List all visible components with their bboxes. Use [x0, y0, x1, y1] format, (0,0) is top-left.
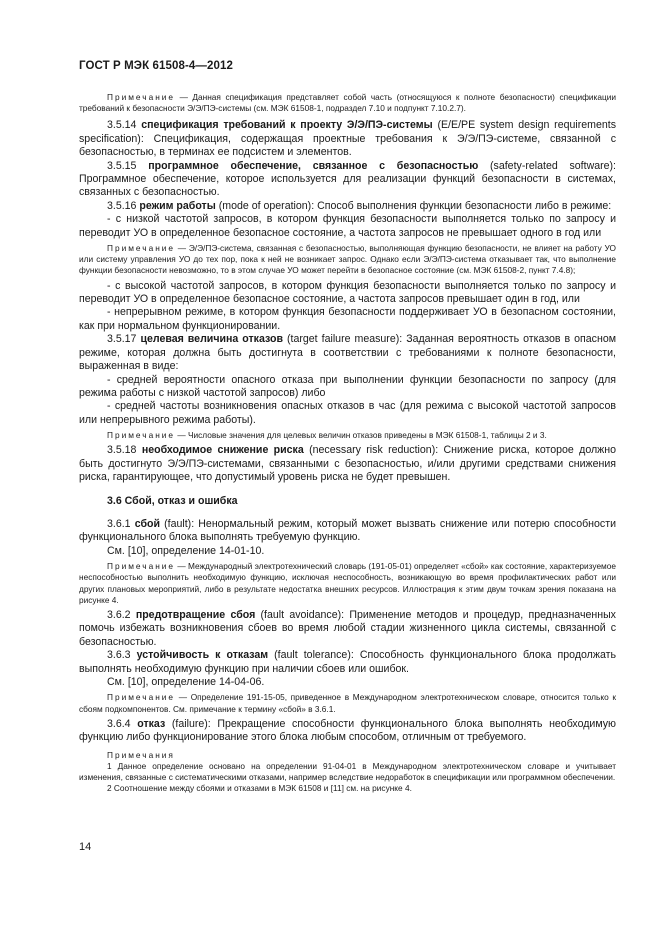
page-body: [79, 92, 616, 794]
term-title: устойчивость к отказам: [136, 649, 269, 662]
note-label: Примечание: [107, 243, 176, 254]
term-3-5-15: 3.5.15 программное обеспечение, связанное с безопасностью (safety-related software): Программное обеспечение, которое используется для реализации функций безопасности в системах, связанных с безопасностью.: [79, 159, 617, 199]
term-title: сбой: [134, 517, 160, 530]
term-3-5-14: 3.5.14 спецификация требований к проекту Э/Э/ПЭ-системы (E/E/PE system design requirements specification): Спецификация, содержащая проектные требования к Э/Э/ПЭ-системе, связанной с безопасностью, в терминах ее подсистем и элементов.: [79, 119, 617, 159]
list-item: - непрерывном режиме, в котором функция безопасности поддерживает УО в безопасном состоянии, как при нормальном функционировании.: [79, 306, 616, 332]
document-header: ГОСТ Р МЭК 61508-4—2012: [79, 60, 233, 72]
term-title: предотвращение сбоя: [135, 609, 256, 621]
note-item: 2 Соотношение между сбоями и отказами в МЭК 61508 и [11] см. на рисунке 4.: [107, 783, 412, 794]
list-item: - средней вероятности опасного отказа при выполнении функции безопасности по запросу (для режима работы с низкой частотой запросов) либо: [79, 373, 616, 399]
list-item: - с низкой частотой запросов, в котором функция безопасности выполняется только по запросу и переводит УО в определенное безопасное состояние, а частота запросов не превышает одного в год или: [79, 213, 616, 239]
term-title: необходимое снижение риска: [141, 444, 304, 457]
note-low-demand: Примечание — Э/Э/ПЭ-система, связанная с безопасностью, выполняющая функцию безопасности, не влияет на работу УО или систему управления УО до тех пор, пока к ней не возникает запрос. Однако если Э/Э/ПЭ-система отказывает так, что выполнение функции безопасности невозможно, то в этом случае УО может перейти в безопасное состояние (см. МЭК 61508-2, пункт 7.4.8);: [79, 243, 616, 276]
note-label: Примечание: [107, 430, 176, 441]
note-target-values: Примечание — Числовые значения для целевых величин отказов приведены в МЭК 61508-1, таблицы 2 и 3.: [107, 430, 547, 441]
term-3-6-4: 3.6.4 отказ (failure): Прекращение способности функционального блока выполнять необходимую функцию либо функционирование этого блока любым способом, отличным от требуемого.: [79, 717, 616, 744]
note-label: Примечание: [107, 692, 176, 703]
note-item: 1 Данное определение основано на определении 91-04-01 в Международном электротехническом словаре и учитывает изменения, связанные с систематическими отказами, например вследствие недоработок в спецификации или программном обеспечении.: [79, 760, 616, 783]
term-title: режим работы: [139, 199, 216, 212]
reference: См. [10], определение 14-04-06.: [107, 676, 265, 689]
note-spec-part: Примечание — Данная спецификация представляет собой часть (относящуюся к полноте безопасности) спецификации требований к безопасности Э/Э/ПЭ-системы (см. МЭК 61508-1, подраздел 7.10 и подпункт 7.10.2.7).: [79, 92, 616, 114]
section-heading: 3.6 Сбой, отказ и ошибка: [107, 494, 238, 507]
term-3-6-3: 3.6.3 устойчивость к отказам (fault tolerance): Способность функционального блока продолжать выполнять необходимую функцию при наличии сбоев или ошибок.: [79, 649, 616, 675]
term-3-5-16: 3.5.16 режим работы (mode of operation): Способ выполнения функции безопасности либо в режиме:: [107, 199, 612, 212]
note-fault-iev: Примечание — Международный электротехнический словарь (191-05-01) определяет «сбой» как состояние, характеризуемое неспособностью выполнить необходимую функцию, исключая неспособность, возникающую во время профилактических работ или других плановых мероприятий, либо в результате недостатка внешних ресурсов. Иллюстрация к этим двум точкам зрения показана на рисунке 4.: [79, 561, 616, 605]
term-title: программное обеспечение, связанное с безопасностью: [148, 159, 479, 172]
term-3-6-1: 3.6.1 сбой (fault): Ненормальный режим, который может вызвать снижение или потерю способности функционального блока выполнять требуемую функцию.: [79, 517, 616, 544]
notes-heading: Примечания: [107, 749, 175, 760]
term-3-5-17: 3.5.17 целевая величина отказов (target failure measure): Заданная вероятность отказов в опасном режиме, которая должна быть достигнута в соответствии с требованиями к полноте безопасности, выраженная в виде:: [79, 333, 616, 373]
note-label: Примечание: [107, 92, 176, 102]
note-fault-tolerance: Примечание — Определение 191-15-05, приведенное в Международном электротехническом словаре, относится только к сбоям подкомпонентов. См. примечание к термину «сбой» в 3.6.1.: [79, 692, 616, 714]
reference: См. [10], определение 14-01-10.: [107, 544, 265, 557]
term-title: целевая величина отказов: [140, 333, 283, 346]
list-item: - с высокой частотой запросов, в котором функция безопасности выполняется только по запросу и переводит УО в определенное безопасное состояние, а частота запросов превышает один в год, или: [79, 279, 616, 306]
note-label: Примечание: [107, 561, 176, 572]
term-3-5-18: 3.5.18 необходимое снижение риска (necessary risk reduction): Снижение риска, которое должно быть достигнуто Э/Э/ПЭ-системами, связанными с безопасностью, и/или другими средствами снижения риска, гарантирующее, что допустимый уровень риска не будет превышен.: [79, 444, 616, 484]
term-title: отказ: [137, 717, 166, 730]
term-title: спецификация требований к проекту Э/Э/ПЭ-системы: [141, 119, 433, 132]
page-number: 14: [79, 841, 92, 853]
list-item: - средней частоты возникновения опасных отказов в час (для режима с высокой частотой запросов или непрерывного режима работы).: [79, 400, 616, 426]
term-3-6-2: 3.6.2 предотвращение сбоя (fault avoidance): Применение методов и процедур, предназначенных помочь избежать возникновения сбоев во время любой стадии жизненного цикла системы, связанной с безопасностью.: [79, 609, 616, 648]
